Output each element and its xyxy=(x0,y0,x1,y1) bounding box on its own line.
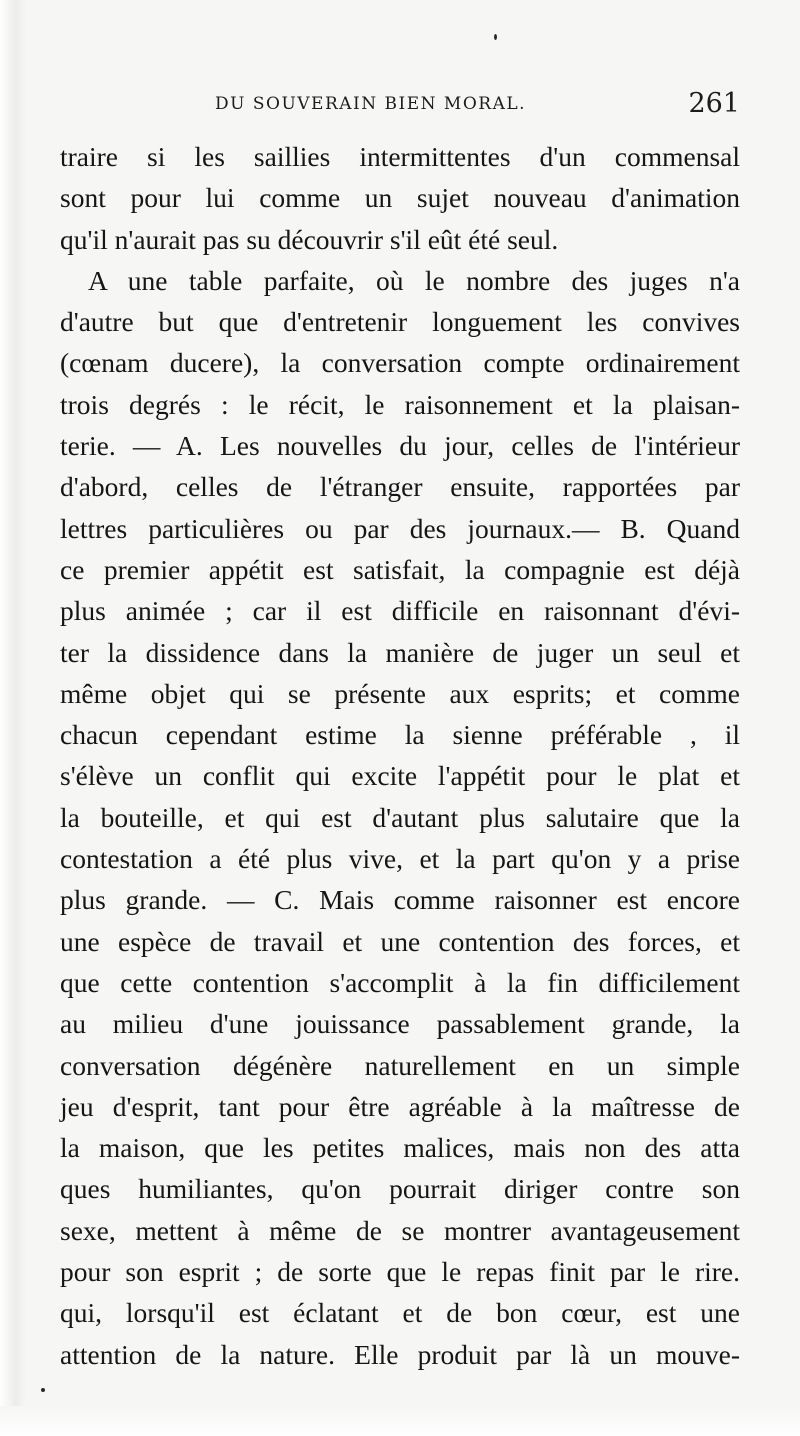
ink-speck xyxy=(41,1388,45,1392)
text-line: traire si les saillies intermittentes d'un commensal xyxy=(60,141,740,172)
text-line: même objet qui se présente aux esprits; et comme xyxy=(60,677,740,709)
text-line: d'abord, celles de l'étranger ensuite, rapportées par xyxy=(60,471,740,503)
running-title: DU SOUVERAIN BIEN MORAL. xyxy=(215,94,527,114)
text-line: lettres particulières ou par des journaux.— B. Quand xyxy=(60,512,740,544)
text-line: que cette contention s'accomplit à la fin difficilement xyxy=(60,966,740,998)
text-line: ter la dissidence dans la manière de juger un seul et xyxy=(60,636,740,668)
text-line: sexe, mettent à même de se montrer avantageusement xyxy=(60,1214,740,1246)
text-line: pour son esprit ; de sorte que le repas finit par le rire. xyxy=(60,1256,740,1288)
text-line: A une table parfaite, où le nombre des juges n'a xyxy=(88,264,740,296)
text-line: attention de la nature. Elle produit par là un mouve- xyxy=(60,1338,740,1370)
text-line: (cœnam ducere), la conversation compte ordinairement xyxy=(60,347,740,379)
text-line: s'élève un conflit qui excite l'appétit pour le plat et xyxy=(60,760,740,792)
text-line: une espèce de travail et une contention des forces, et xyxy=(60,925,740,957)
text-line: conversation dégénère naturellement en un simple xyxy=(60,1049,740,1081)
text-line: ce premier appétit est satisfait, la compagnie est déjà xyxy=(60,553,740,585)
text-line: ques humiliantes, qu'on pourrait diriger contre son xyxy=(60,1173,740,1205)
text-line: la bouteille, et qui est d'autant plus salutaire que la xyxy=(60,801,740,833)
text-line: d'autre but que d'entretenir longuement les convives xyxy=(60,306,740,338)
text-line: terie. — A. Les nouvelles du jour, celles de l'intérieur xyxy=(60,430,740,462)
running-head xyxy=(60,88,740,124)
text-line: jeu d'esprit, tant pour être agréable à la maîtresse de xyxy=(60,1090,740,1122)
text-line: sont pour lui comme un sujet nouveau d'animation xyxy=(60,182,740,214)
page-bottom-edge xyxy=(0,1406,800,1436)
page-number: 261 xyxy=(688,88,740,119)
text-line: au milieu d'une jouissance passablement grande, la xyxy=(60,1008,740,1040)
text-line: contestation a été plus vive, et la part qu'on y a prise xyxy=(60,843,740,875)
text-line: plus grande. — C. Mais comme raisonner est encore xyxy=(60,884,740,916)
ink-speck xyxy=(494,34,497,40)
text-line: qui, lorsqu'il est éclatant et de bon cœur, est une xyxy=(60,1297,740,1329)
text-line: la maison, que les petites malices, mais non des atta xyxy=(60,1132,740,1164)
text-line: trois degrés : le récit, le raisonnement et la plaisan- xyxy=(60,388,740,420)
text-line: qu'il n'aurait pas su découvrir s'il eût été seul. xyxy=(60,223,559,255)
body-text xyxy=(60,136,740,1375)
text-line: chacun cependant estime la sienne préférable , il xyxy=(60,719,740,751)
text-line: plus animée ; car il est difficile en raisonnant d'évi- xyxy=(60,595,740,627)
page-gutter-shadow xyxy=(0,0,26,1436)
